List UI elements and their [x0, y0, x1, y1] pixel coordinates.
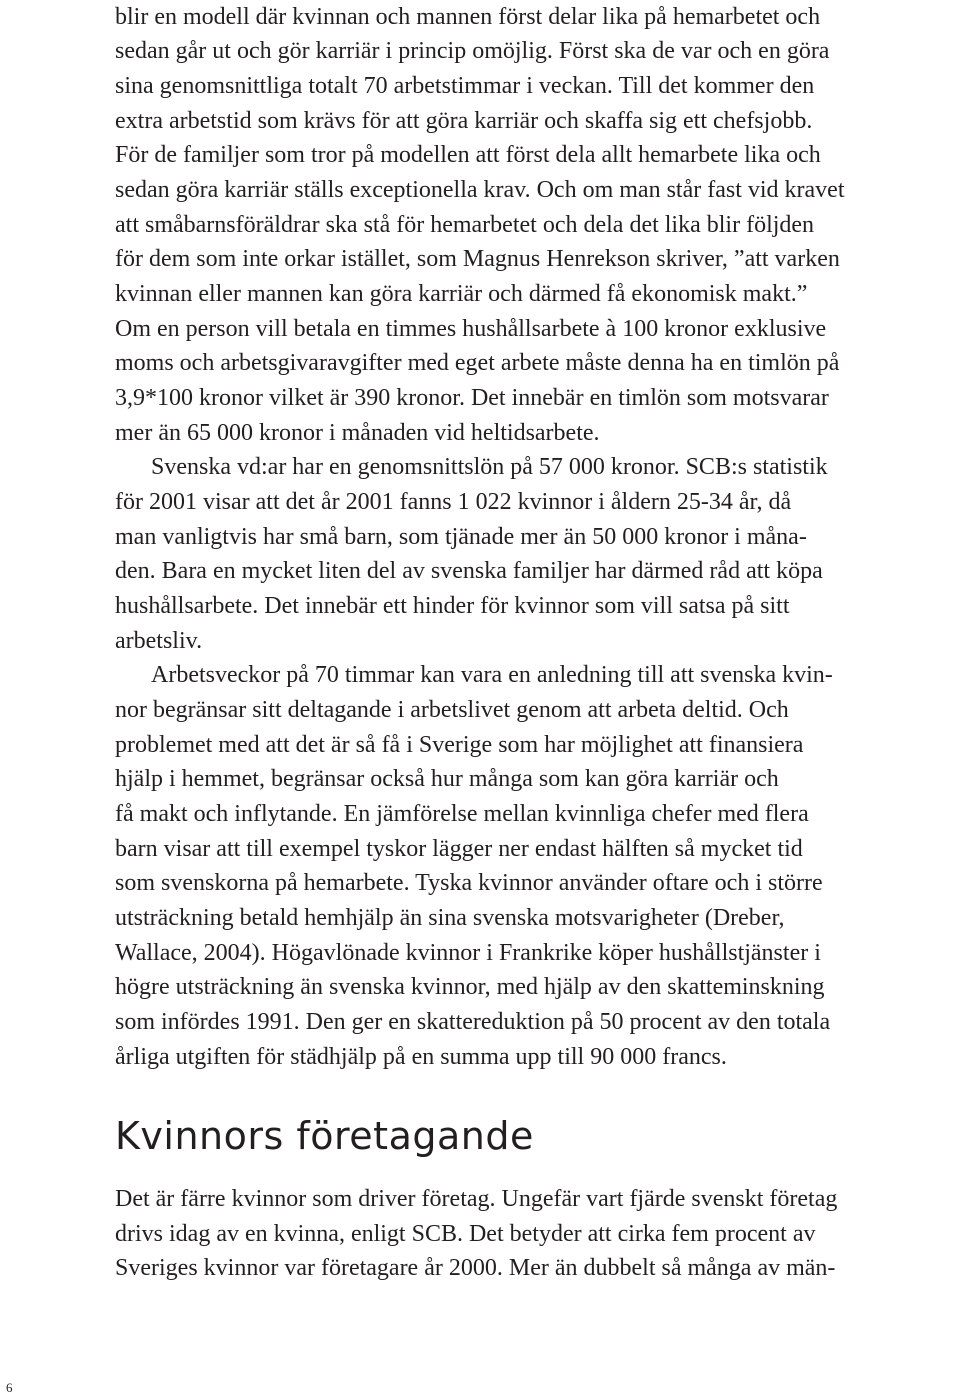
text-line: blir en modell där kvinnan och mannen först delar lika på hemarbetet och: [115, 4, 821, 30]
text-line: 3,9*100 kronor vilket är 390 kronor. Det innebär en timlön som motsvarar: [115, 385, 829, 411]
text-line: få makt och inflytande. En jämförelse mellan kvinnliga chefer med flera: [115, 801, 809, 827]
text-line: Wallace, 2004). Högavlönade kvinnor i Frankrike köper hushållstjänster i: [115, 940, 821, 966]
text-line: för 2001 visar att det år 2001 fanns 1 022 kvinnor i åldern 25-34 år, då: [115, 489, 792, 515]
text-line: För de familjer som tror på modellen att först dela allt hemarbete lika och: [115, 142, 821, 168]
text-line: problemet med att det är så få i Sverige som har möjlighet att finansiera: [115, 732, 804, 758]
text-line: den. Bara en mycket liten del av svenska familjer har därmed råd att köpa: [115, 558, 823, 584]
text-line: Svenska vd:ar har en genomsnittslön på 57 000 kronor. SCB:s statistik: [151, 454, 828, 480]
text-line: sedan går ut och gör karriär i princip omöjlig. Först ska de var och en göra: [115, 38, 830, 64]
text-line: barn visar att till exempel tyskor lägger ner endast hälften så mycket tid: [115, 836, 803, 862]
text-line: högre utsträckning än svenska kvinnor, med hjälp av den skatteminskning: [115, 974, 825, 1000]
text-line: Det är färre kvinnor som driver företag. Ungefär vart fjärde svenskt företag: [115, 1186, 838, 1212]
text-line: hjälp i hemmet, begränsar också hur många som kan göra karriär och: [115, 766, 779, 792]
text-line: Arbetsveckor på 70 timmar kan vara en anledning till att svenska kvin-: [151, 662, 833, 688]
text-line: årliga utgiften för städhjälp på en summa upp till 90 000 francs.: [115, 1044, 727, 1070]
page-number: 6: [6, 1380, 13, 1395]
text-line: Sveriges kvinnor var företagare år 2000. Mer än dubbelt så många av män-: [115, 1255, 836, 1281]
text-line: att småbarnsföräldrar ska stå för hemarbetet och dela det lika blir följden: [115, 212, 815, 238]
text-line: Om en person vill betala en timmes hushållsarbete à 100 kronor exklusive: [115, 316, 827, 342]
text-line: arbetsliv.: [115, 628, 203, 654]
text-line: utsträckning betald hemhjälp än sina svenska motsvarigheter (Dreber,: [115, 905, 785, 931]
text-line: kvinnan eller mannen kan göra karriär och därmed få ekonomisk makt.”: [115, 281, 808, 307]
text-line: moms och arbetsgivaravgifter med eget arbete måste denna ha en timlön på: [115, 350, 840, 376]
text-line: drivs idag av en kvinna, enligt SCB. Det betyder att cirka fem procent av: [115, 1221, 816, 1247]
text-line: man vanligtvis har små barn, som tjänade mer än 50 000 kronor i måna-: [115, 524, 807, 550]
text-line: som svenskorna på hemarbete. Tyska kvinnor använder oftare och i större: [115, 870, 823, 896]
text-line: extra arbetstid som krävs för att göra karriär och skaffa sig ett chefsjobb.: [115, 108, 813, 134]
text-line: som infördes 1991. Den ger en skattereduktion på 50 procent av den totala: [115, 1009, 831, 1035]
text-line: sedan göra karriär ställs exceptionella krav. Och om man står fast vid kravet: [115, 177, 845, 203]
text-line: mer än 65 000 kronor i månaden vid heltidsarbete.: [115, 420, 600, 446]
text-line: för dem som inte orkar istället, som Magnus Henrekson skriver, ”att varken: [115, 246, 840, 272]
section-heading: Kvinnors företagande: [115, 1114, 534, 1158]
text-line: nor begränsar sitt deltagande i arbetslivet genom att arbeta deltid. Och: [115, 697, 789, 723]
text-line: sina genomsnittliga totalt 70 arbetstimmar i veckan. Till det kommer den: [115, 73, 815, 99]
text-line: hushållsarbete. Det innebär ett hinder för kvinnor som vill satsa på sitt: [115, 593, 790, 619]
